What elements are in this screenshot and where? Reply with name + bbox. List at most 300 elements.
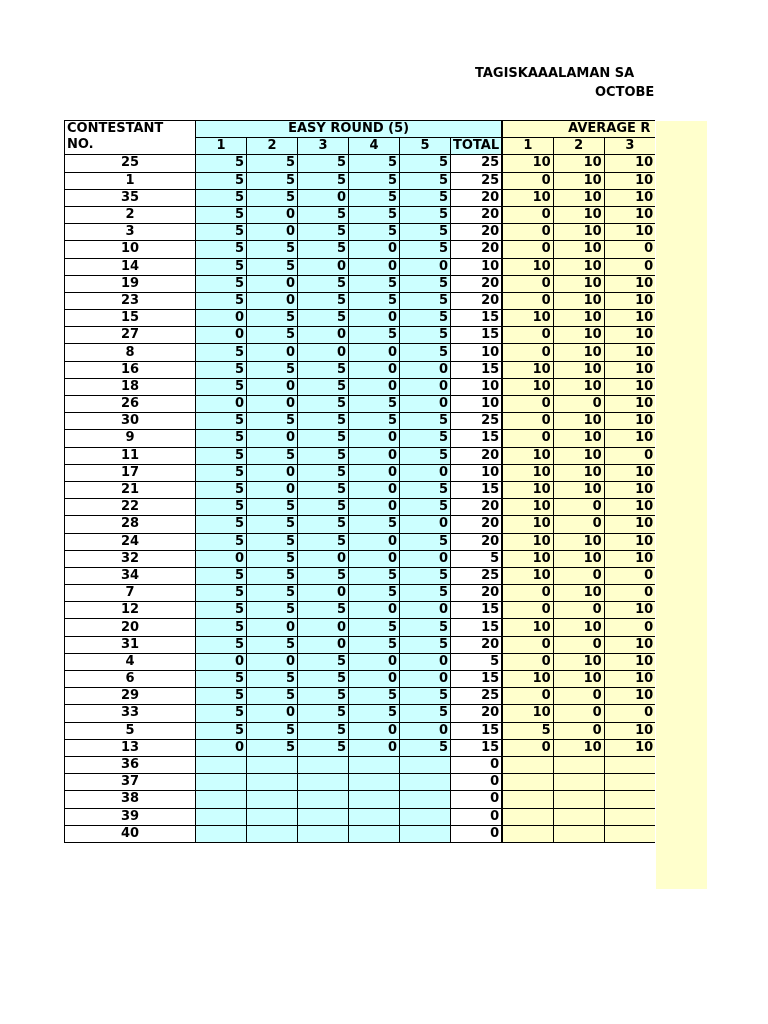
easy-score-cell[interactable]: 5 xyxy=(349,705,400,722)
easy-total-cell[interactable]: 20 xyxy=(451,241,503,258)
easy-score-cell[interactable]: 0 xyxy=(196,739,247,756)
easy-score-cell[interactable]: 5 xyxy=(298,206,349,223)
average-score-cell[interactable]: 10 xyxy=(502,619,553,636)
easy-score-cell[interactable]: 5 xyxy=(298,447,349,464)
easy-score-cell[interactable]: 5 xyxy=(247,567,298,584)
average-score-cell[interactable]: 10 xyxy=(604,430,655,447)
average-score-cell[interactable]: 0 xyxy=(502,172,553,189)
average-score-cell[interactable]: 0 xyxy=(502,688,553,705)
easy-score-cell[interactable]: 5 xyxy=(298,705,349,722)
easy-score-cell[interactable] xyxy=(298,825,349,842)
easy-total-cell[interactable]: 0 xyxy=(451,808,503,825)
easy-score-cell[interactable] xyxy=(349,808,400,825)
easy-score-cell[interactable]: 5 xyxy=(349,224,400,241)
easy-score-cell[interactable]: 0 xyxy=(349,722,400,739)
easy-score-cell[interactable]: 5 xyxy=(196,481,247,498)
average-score-cell[interactable]: 10 xyxy=(553,533,604,550)
average-score-cell[interactable]: 10 xyxy=(604,481,655,498)
contestant-number-cell[interactable]: 25 xyxy=(65,155,196,172)
average-score-cell[interactable] xyxy=(502,756,553,773)
easy-score-cell[interactable] xyxy=(196,791,247,808)
easy-score-cell[interactable]: 0 xyxy=(298,327,349,344)
average-score-cell[interactable]: 10 xyxy=(604,688,655,705)
easy-score-cell[interactable]: 5 xyxy=(247,361,298,378)
easy-total-cell[interactable]: 15 xyxy=(451,722,503,739)
average-score-cell[interactable]: 10 xyxy=(502,189,553,206)
easy-score-cell[interactable]: 5 xyxy=(247,258,298,275)
average-score-cell[interactable]: 0 xyxy=(553,567,604,584)
easy-score-cell[interactable]: 0 xyxy=(400,361,451,378)
easy-score-cell[interactable]: 5 xyxy=(298,688,349,705)
average-score-cell[interactable]: 10 xyxy=(553,585,604,602)
average-score-cell[interactable]: 10 xyxy=(502,447,553,464)
easy-score-cell[interactable]: 0 xyxy=(400,258,451,275)
easy-total-cell[interactable]: 20 xyxy=(451,292,503,309)
easy-score-cell[interactable]: 5 xyxy=(349,585,400,602)
average-score-cell[interactable]: 10 xyxy=(502,705,553,722)
easy-score-cell[interactable]: 5 xyxy=(400,275,451,292)
easy-score-cell[interactable] xyxy=(349,791,400,808)
easy-score-cell[interactable]: 5 xyxy=(349,396,400,413)
easy-score-cell[interactable]: 5 xyxy=(247,671,298,688)
contestant-number-cell[interactable]: 32 xyxy=(65,550,196,567)
easy-score-cell[interactable]: 5 xyxy=(247,327,298,344)
easy-total-cell[interactable]: 10 xyxy=(451,396,503,413)
average-score-cell[interactable]: 10 xyxy=(502,550,553,567)
easy-score-cell[interactable]: 5 xyxy=(349,327,400,344)
easy-total-cell[interactable]: 10 xyxy=(451,464,503,481)
easy-score-cell[interactable]: 5 xyxy=(349,567,400,584)
easy-score-cell[interactable]: 5 xyxy=(400,688,451,705)
average-score-cell[interactable] xyxy=(553,756,604,773)
easy-score-cell[interactable]: 5 xyxy=(400,310,451,327)
easy-score-cell[interactable]: 5 xyxy=(196,206,247,223)
easy-score-cell[interactable]: 5 xyxy=(298,224,349,241)
easy-score-cell[interactable]: 0 xyxy=(298,344,349,361)
average-score-cell[interactable]: 5 xyxy=(502,722,553,739)
easy-total-cell[interactable]: 15 xyxy=(451,619,503,636)
easy-score-cell[interactable]: 0 xyxy=(298,636,349,653)
average-score-cell[interactable]: 0 xyxy=(502,653,553,670)
easy-score-cell[interactable]: 5 xyxy=(349,172,400,189)
easy-score-cell[interactable]: 5 xyxy=(400,447,451,464)
easy-score-cell[interactable]: 5 xyxy=(247,722,298,739)
contestant-number-cell[interactable]: 34 xyxy=(65,567,196,584)
average-score-cell[interactable]: 10 xyxy=(553,361,604,378)
average-score-cell[interactable] xyxy=(604,791,655,808)
average-score-cell[interactable]: 0 xyxy=(502,344,553,361)
easy-score-cell[interactable]: 0 xyxy=(247,344,298,361)
easy-total-cell[interactable]: 25 xyxy=(451,172,503,189)
average-score-cell[interactable]: 10 xyxy=(604,344,655,361)
easy-score-cell[interactable]: 5 xyxy=(298,292,349,309)
easy-total-cell[interactable]: 5 xyxy=(451,653,503,670)
average-score-cell[interactable]: 0 xyxy=(553,516,604,533)
easy-score-cell[interactable] xyxy=(400,756,451,773)
easy-score-cell[interactable] xyxy=(349,756,400,773)
contestant-number-cell[interactable]: 5 xyxy=(65,722,196,739)
easy-score-cell[interactable]: 5 xyxy=(298,155,349,172)
average-score-cell[interactable]: 0 xyxy=(502,396,553,413)
average-score-cell[interactable]: 10 xyxy=(502,499,553,516)
average-score-cell[interactable]: 0 xyxy=(604,447,655,464)
easy-score-cell[interactable]: 0 xyxy=(349,464,400,481)
easy-total-cell[interactable]: 25 xyxy=(451,155,503,172)
average-score-cell[interactable]: 0 xyxy=(502,241,553,258)
contestant-number-cell[interactable]: 27 xyxy=(65,327,196,344)
average-score-cell[interactable] xyxy=(604,808,655,825)
easy-score-cell[interactable]: 0 xyxy=(349,378,400,395)
average-score-cell[interactable]: 10 xyxy=(502,361,553,378)
easy-score-cell[interactable]: 0 xyxy=(247,653,298,670)
easy-total-cell[interactable]: 20 xyxy=(451,206,503,223)
easy-score-cell[interactable]: 5 xyxy=(349,636,400,653)
easy-score-cell[interactable]: 0 xyxy=(400,550,451,567)
average-score-cell[interactable]: 10 xyxy=(553,481,604,498)
easy-score-cell[interactable]: 5 xyxy=(298,567,349,584)
contestant-number-cell[interactable]: 20 xyxy=(65,619,196,636)
easy-total-cell[interactable]: 25 xyxy=(451,688,503,705)
easy-score-cell[interactable]: 5 xyxy=(298,533,349,550)
easy-score-cell[interactable]: 5 xyxy=(196,671,247,688)
easy-score-cell[interactable]: 5 xyxy=(196,464,247,481)
easy-total-cell[interactable]: 25 xyxy=(451,413,503,430)
easy-score-cell[interactable]: 5 xyxy=(247,310,298,327)
easy-total-cell[interactable]: 20 xyxy=(451,224,503,241)
average-score-cell[interactable]: 0 xyxy=(502,430,553,447)
easy-total-cell[interactable]: 0 xyxy=(451,825,503,842)
easy-score-cell[interactable]: 0 xyxy=(247,378,298,395)
easy-score-cell[interactable]: 5 xyxy=(298,361,349,378)
easy-score-cell[interactable] xyxy=(298,808,349,825)
average-score-cell[interactable]: 10 xyxy=(604,739,655,756)
average-score-cell[interactable]: 10 xyxy=(604,533,655,550)
easy-score-cell[interactable]: 5 xyxy=(196,189,247,206)
easy-score-cell[interactable]: 0 xyxy=(349,671,400,688)
average-score-cell[interactable]: 0 xyxy=(553,602,604,619)
contestant-number-cell[interactable]: 2 xyxy=(65,206,196,223)
easy-score-cell[interactable]: 0 xyxy=(247,224,298,241)
easy-total-cell[interactable]: 20 xyxy=(451,447,503,464)
average-score-cell[interactable]: 0 xyxy=(553,499,604,516)
contestant-number-cell[interactable]: 11 xyxy=(65,447,196,464)
easy-score-cell[interactable]: 0 xyxy=(400,396,451,413)
easy-score-cell[interactable]: 5 xyxy=(196,430,247,447)
average-score-cell[interactable]: 10 xyxy=(604,653,655,670)
easy-score-cell[interactable]: 5 xyxy=(247,533,298,550)
contestant-number-cell[interactable]: 19 xyxy=(65,275,196,292)
easy-score-cell[interactable]: 0 xyxy=(400,516,451,533)
easy-score-cell[interactable]: 5 xyxy=(247,447,298,464)
average-score-cell[interactable]: 10 xyxy=(604,310,655,327)
easy-total-cell[interactable]: 20 xyxy=(451,275,503,292)
contestant-number-cell[interactable]: 6 xyxy=(65,671,196,688)
easy-score-cell[interactable]: 5 xyxy=(400,705,451,722)
easy-total-cell[interactable]: 20 xyxy=(451,585,503,602)
contestant-number-cell[interactable]: 22 xyxy=(65,499,196,516)
easy-score-cell[interactable]: 0 xyxy=(349,344,400,361)
easy-score-cell[interactable]: 5 xyxy=(247,688,298,705)
easy-score-cell[interactable]: 5 xyxy=(400,567,451,584)
average-score-cell[interactable]: 0 xyxy=(502,636,553,653)
easy-score-cell[interactable]: 0 xyxy=(349,499,400,516)
average-score-cell[interactable]: 10 xyxy=(604,292,655,309)
easy-score-cell[interactable]: 0 xyxy=(400,653,451,670)
average-score-cell[interactable]: 10 xyxy=(604,327,655,344)
easy-score-cell[interactable]: 5 xyxy=(400,155,451,172)
contestant-number-cell[interactable]: 10 xyxy=(65,241,196,258)
average-score-cell[interactable]: 10 xyxy=(553,739,604,756)
average-score-cell[interactable] xyxy=(553,791,604,808)
average-score-cell[interactable]: 10 xyxy=(553,344,604,361)
easy-score-cell[interactable]: 0 xyxy=(196,310,247,327)
contestant-number-cell[interactable]: 3 xyxy=(65,224,196,241)
easy-score-cell[interactable]: 5 xyxy=(400,189,451,206)
average-score-cell[interactable]: 0 xyxy=(553,705,604,722)
average-score-cell[interactable]: 10 xyxy=(604,550,655,567)
easy-score-cell[interactable]: 5 xyxy=(196,516,247,533)
average-score-cell[interactable]: 10 xyxy=(553,224,604,241)
contestant-number-cell[interactable]: 8 xyxy=(65,344,196,361)
easy-score-cell[interactable]: 5 xyxy=(400,241,451,258)
easy-score-cell[interactable]: 0 xyxy=(298,189,349,206)
average-score-cell[interactable]: 10 xyxy=(553,413,604,430)
easy-score-cell[interactable]: 5 xyxy=(298,464,349,481)
easy-score-cell[interactable]: 0 xyxy=(247,206,298,223)
easy-total-cell[interactable]: 0 xyxy=(451,791,503,808)
contestant-number-cell[interactable]: 21 xyxy=(65,481,196,498)
easy-score-cell[interactable]: 5 xyxy=(298,241,349,258)
easy-score-cell[interactable]: 5 xyxy=(298,172,349,189)
contestant-number-cell[interactable]: 24 xyxy=(65,533,196,550)
average-score-cell[interactable] xyxy=(553,825,604,842)
easy-total-cell[interactable]: 25 xyxy=(451,567,503,584)
average-score-cell[interactable]: 10 xyxy=(553,275,604,292)
easy-total-cell[interactable]: 15 xyxy=(451,602,503,619)
easy-total-cell[interactable]: 0 xyxy=(451,774,503,791)
average-score-cell[interactable]: 10 xyxy=(553,447,604,464)
contestant-number-cell[interactable]: 13 xyxy=(65,739,196,756)
easy-score-cell[interactable]: 0 xyxy=(298,550,349,567)
easy-score-cell[interactable]: 5 xyxy=(247,550,298,567)
contestant-number-cell[interactable]: 39 xyxy=(65,808,196,825)
average-score-cell[interactable]: 10 xyxy=(502,258,553,275)
easy-score-cell[interactable] xyxy=(247,825,298,842)
easy-score-cell[interactable]: 0 xyxy=(247,275,298,292)
contestant-number-cell[interactable]: 30 xyxy=(65,413,196,430)
average-score-cell[interactable]: 0 xyxy=(553,396,604,413)
average-score-cell[interactable]: 10 xyxy=(553,619,604,636)
average-score-cell[interactable]: 0 xyxy=(604,585,655,602)
easy-total-cell[interactable]: 10 xyxy=(451,344,503,361)
easy-score-cell[interactable] xyxy=(298,756,349,773)
easy-score-cell[interactable]: 5 xyxy=(298,430,349,447)
easy-total-cell[interactable]: 20 xyxy=(451,533,503,550)
average-score-cell[interactable] xyxy=(604,756,655,773)
average-score-cell[interactable]: 10 xyxy=(553,378,604,395)
contestant-number-cell[interactable]: 17 xyxy=(65,464,196,481)
easy-score-cell[interactable]: 5 xyxy=(400,206,451,223)
easy-score-cell[interactable]: 5 xyxy=(298,310,349,327)
contestant-number-cell[interactable]: 14 xyxy=(65,258,196,275)
average-score-cell[interactable]: 10 xyxy=(604,671,655,688)
easy-score-cell[interactable] xyxy=(247,756,298,773)
average-score-cell[interactable]: 0 xyxy=(502,224,553,241)
average-score-cell[interactable]: 10 xyxy=(502,516,553,533)
easy-score-cell[interactable]: 5 xyxy=(400,430,451,447)
easy-score-cell[interactable] xyxy=(400,825,451,842)
average-score-cell[interactable]: 10 xyxy=(604,224,655,241)
easy-total-cell[interactable]: 20 xyxy=(451,705,503,722)
average-score-cell[interactable]: 10 xyxy=(553,310,604,327)
average-score-cell[interactable]: 10 xyxy=(604,206,655,223)
easy-score-cell[interactable]: 5 xyxy=(247,413,298,430)
average-score-cell[interactable]: 0 xyxy=(553,722,604,739)
easy-score-cell[interactable]: 5 xyxy=(298,671,349,688)
average-score-cell[interactable]: 10 xyxy=(553,464,604,481)
average-score-cell[interactable]: 0 xyxy=(604,241,655,258)
easy-score-cell[interactable] xyxy=(400,774,451,791)
easy-total-cell[interactable]: 15 xyxy=(451,739,503,756)
easy-score-cell[interactable]: 0 xyxy=(349,361,400,378)
easy-score-cell[interactable]: 5 xyxy=(196,258,247,275)
average-score-cell[interactable]: 10 xyxy=(502,155,553,172)
easy-score-cell[interactable]: 5 xyxy=(247,172,298,189)
easy-score-cell[interactable]: 0 xyxy=(196,550,247,567)
average-score-cell[interactable]: 10 xyxy=(604,413,655,430)
easy-score-cell[interactable]: 0 xyxy=(400,671,451,688)
easy-score-cell[interactable]: 5 xyxy=(298,499,349,516)
easy-score-cell[interactable]: 0 xyxy=(400,722,451,739)
easy-score-cell[interactable]: 5 xyxy=(196,361,247,378)
easy-score-cell[interactable]: 0 xyxy=(349,481,400,498)
easy-score-cell[interactable]: 5 xyxy=(196,585,247,602)
easy-score-cell[interactable]: 5 xyxy=(298,602,349,619)
contestant-number-cell[interactable]: 4 xyxy=(65,653,196,670)
contestant-number-cell[interactable]: 28 xyxy=(65,516,196,533)
easy-score-cell[interactable]: 0 xyxy=(349,258,400,275)
average-score-cell[interactable]: 10 xyxy=(553,327,604,344)
easy-score-cell[interactable] xyxy=(298,791,349,808)
easy-score-cell[interactable]: 5 xyxy=(298,275,349,292)
easy-score-cell[interactable]: 5 xyxy=(400,619,451,636)
easy-total-cell[interactable]: 20 xyxy=(451,499,503,516)
easy-score-cell[interactable]: 0 xyxy=(349,241,400,258)
average-score-cell[interactable]: 10 xyxy=(604,378,655,395)
easy-score-cell[interactable] xyxy=(196,825,247,842)
average-score-cell[interactable]: 10 xyxy=(553,550,604,567)
average-score-cell[interactable]: 10 xyxy=(604,189,655,206)
average-score-cell[interactable] xyxy=(604,774,655,791)
easy-score-cell[interactable]: 0 xyxy=(196,327,247,344)
easy-score-cell[interactable]: 5 xyxy=(349,292,400,309)
easy-score-cell[interactable]: 5 xyxy=(400,533,451,550)
easy-score-cell[interactable]: 5 xyxy=(196,241,247,258)
average-score-cell[interactable]: 10 xyxy=(604,636,655,653)
easy-score-cell[interactable]: 5 xyxy=(298,481,349,498)
easy-score-cell[interactable]: 5 xyxy=(196,533,247,550)
easy-score-cell[interactable]: 0 xyxy=(349,739,400,756)
easy-total-cell[interactable]: 20 xyxy=(451,189,503,206)
contestant-number-cell[interactable]: 18 xyxy=(65,378,196,395)
easy-score-cell[interactable]: 0 xyxy=(247,396,298,413)
easy-score-cell[interactable]: 5 xyxy=(400,344,451,361)
easy-score-cell[interactable]: 0 xyxy=(196,653,247,670)
average-score-cell[interactable]: 10 xyxy=(502,464,553,481)
easy-score-cell[interactable]: 5 xyxy=(400,739,451,756)
easy-score-cell[interactable] xyxy=(196,808,247,825)
average-score-cell[interactable]: 0 xyxy=(502,585,553,602)
easy-score-cell[interactable]: 5 xyxy=(247,739,298,756)
easy-score-cell[interactable]: 5 xyxy=(400,413,451,430)
average-score-cell[interactable]: 10 xyxy=(553,189,604,206)
average-score-cell[interactable] xyxy=(502,774,553,791)
contestant-number-cell[interactable]: 7 xyxy=(65,585,196,602)
average-score-cell[interactable]: 0 xyxy=(604,567,655,584)
easy-score-cell[interactable]: 5 xyxy=(298,413,349,430)
contestant-number-cell[interactable]: 15 xyxy=(65,310,196,327)
easy-total-cell[interactable]: 15 xyxy=(451,671,503,688)
average-score-cell[interactable]: 10 xyxy=(502,671,553,688)
easy-score-cell[interactable]: 5 xyxy=(400,499,451,516)
easy-score-cell[interactable] xyxy=(247,808,298,825)
easy-score-cell[interactable]: 5 xyxy=(196,413,247,430)
contestant-number-cell[interactable]: 9 xyxy=(65,430,196,447)
easy-score-cell[interactable]: 0 xyxy=(400,378,451,395)
easy-score-cell[interactable]: 5 xyxy=(196,688,247,705)
easy-score-cell[interactable] xyxy=(349,774,400,791)
easy-score-cell[interactable]: 5 xyxy=(196,275,247,292)
easy-total-cell[interactable]: 20 xyxy=(451,516,503,533)
average-score-cell[interactable] xyxy=(553,774,604,791)
average-score-cell[interactable]: 0 xyxy=(502,275,553,292)
easy-score-cell[interactable]: 5 xyxy=(298,722,349,739)
easy-score-cell[interactable]: 5 xyxy=(247,241,298,258)
average-score-cell[interactable]: 0 xyxy=(604,258,655,275)
average-score-cell[interactable]: 10 xyxy=(553,258,604,275)
easy-score-cell[interactable]: 0 xyxy=(349,310,400,327)
easy-score-cell[interactable]: 5 xyxy=(400,481,451,498)
average-score-cell[interactable]: 10 xyxy=(553,206,604,223)
easy-score-cell[interactable]: 0 xyxy=(400,602,451,619)
easy-score-cell[interactable]: 5 xyxy=(247,585,298,602)
easy-score-cell[interactable]: 0 xyxy=(298,258,349,275)
easy-score-cell[interactable]: 0 xyxy=(349,653,400,670)
easy-total-cell[interactable]: 10 xyxy=(451,258,503,275)
easy-score-cell[interactable]: 0 xyxy=(247,481,298,498)
contestant-number-cell[interactable]: 26 xyxy=(65,396,196,413)
easy-total-cell[interactable]: 10 xyxy=(451,378,503,395)
easy-score-cell[interactable]: 0 xyxy=(400,464,451,481)
average-score-cell[interactable]: 10 xyxy=(604,499,655,516)
average-score-cell[interactable]: 0 xyxy=(502,413,553,430)
average-score-cell[interactable] xyxy=(604,825,655,842)
easy-score-cell[interactable]: 5 xyxy=(349,688,400,705)
average-score-cell[interactable]: 10 xyxy=(553,172,604,189)
average-score-cell[interactable]: 0 xyxy=(604,705,655,722)
easy-score-cell[interactable]: 5 xyxy=(298,653,349,670)
easy-score-cell[interactable]: 5 xyxy=(349,619,400,636)
average-score-cell[interactable]: 10 xyxy=(604,361,655,378)
easy-score-cell[interactable]: 0 xyxy=(247,619,298,636)
average-score-cell[interactable] xyxy=(502,791,553,808)
average-score-cell[interactable]: 0 xyxy=(553,636,604,653)
easy-score-cell[interactable]: 5 xyxy=(247,189,298,206)
easy-score-cell[interactable]: 5 xyxy=(349,189,400,206)
easy-score-cell[interactable]: 5 xyxy=(247,155,298,172)
easy-score-cell[interactable]: 5 xyxy=(400,224,451,241)
average-score-cell[interactable]: 10 xyxy=(604,396,655,413)
